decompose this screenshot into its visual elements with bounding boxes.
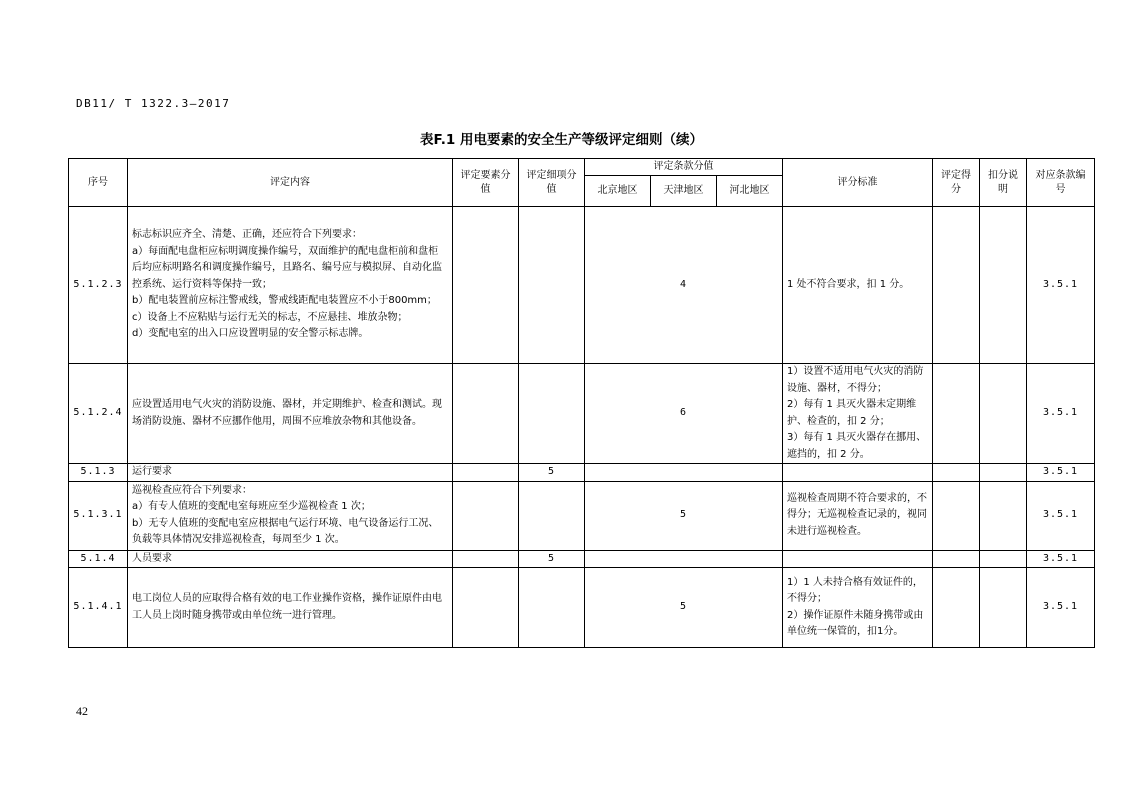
criteria-line: 1）1 人未持合格有效证件的，不得分； [787,576,923,604]
criteria-line: 2）每有 1 具灭火器未定期维护、检查的，扣 2 分； [787,399,917,427]
row-element-score [453,464,519,482]
row-deduct [980,550,1027,568]
row-clause-score [585,550,783,568]
row-clause-score: 4 [585,207,783,364]
table-body [69,207,1095,648]
row-item-score: 5 [519,550,585,568]
table-row [69,364,1095,464]
row-seq: 5.1.2.4 [69,364,128,464]
row-content [128,481,453,550]
row-criteria [783,568,933,648]
row-deduct [980,364,1027,464]
table-row [69,550,1095,568]
header-deduct: 扣分说明 [980,159,1027,207]
row-clause-score: 5 [585,481,783,550]
row-ref: 3.5.1 [1027,464,1095,482]
content-line: 标志标识应齐全、清楚、正确，还应符合下列要求： [132,229,362,241]
table-row [69,481,1095,550]
header-clause-score: 评定条款分值 [585,159,783,176]
row-element-score [453,207,519,364]
content-line: 巡视检查应符合下列要求： [132,484,252,496]
row-ref: 3.5.1 [1027,550,1095,568]
header-ref: 对应条款编号 [1027,159,1095,207]
row-seq: 5.1.4 [69,550,128,568]
row-deduct [980,207,1027,364]
criteria-line: 1 处不符合要求，扣 1 分。 [787,278,910,290]
content-line: b）配电装置前应标注警戒线，警戒线距配电装置应不小于800mm； [132,295,437,307]
row-score [933,481,980,550]
row-deduct [980,568,1027,648]
row-seq: 5.1.3 [69,464,128,482]
header-score: 评定得分 [933,159,980,207]
row-item-score [519,207,585,364]
row-ref: 3.5.1 [1027,364,1095,464]
row-clause-score: 5 [585,568,783,648]
row-clause-score [585,464,783,482]
row-content [128,364,453,464]
header-seq: 序号 [69,159,128,207]
row-item-score [519,568,585,648]
row-score [933,568,980,648]
row-seq: 5.1.3.1 [69,481,128,550]
page-number: 42 [76,704,88,718]
standard-code: DB11/ T 1322.3—2017 [76,97,231,110]
grading-table [68,158,1095,648]
content-line: 人员要求 [132,552,172,564]
criteria-line: 1）设置不适用电气火灾的消防设施、器材，不得分； [787,366,924,394]
row-content [128,207,453,364]
row-clause-score: 6 [585,364,783,464]
row-item-score [519,481,585,550]
content-line: c）设备上不应粘贴与运行无关的标志，不应悬挂、堆放杂物； [132,311,408,323]
row-ref: 3.5.1 [1027,207,1095,364]
header-beijing: 北京地区 [585,176,651,207]
row-seq: 5.1.4.1 [69,568,128,648]
row-criteria [783,464,933,482]
row-content [128,464,453,482]
content-line: a）每面配电盘柜应标明调度操作编号，双面维护的配电盘柜前和盘柜后均应标明路名和调度操作编号，且路名、编号应与模拟屏、自动化监控系统、运行资料等保持一致； [132,245,442,290]
row-seq: 5.1.2.3 [69,207,128,364]
row-item-score: 5 [519,464,585,482]
table-title: 表F.1 用电要素的安全生产等级评定细则（续） [420,132,703,148]
criteria-line: 3）每有 1 具灭火器存在挪用、遮挡的，扣 2 分。 [787,432,927,460]
content-line: b）无专人值班的变配电室应根据电气运行环境、电气设备运行工况、负载等具体情况安排巡视检查，每周至少 1 次。 [132,517,439,545]
row-element-score [453,364,519,464]
header-item-score: 评定细项分值 [519,159,585,207]
content-line: d）变配电室的出入口应设置明显的安全警示标志牌。 [132,328,369,340]
content-line: 运行要求 [132,466,172,477]
row-content [128,550,453,568]
row-criteria [783,207,933,364]
row-criteria [783,364,933,464]
row-content [128,568,453,648]
header-tianjin: 天津地区 [651,176,717,207]
table-row [69,464,1095,482]
row-score [933,364,980,464]
content-line: a）有专人值班的变配电室每班应至少巡视检查 1 次； [132,501,371,512]
row-score [933,464,980,482]
header-element-score: 评定要素分值 [453,159,519,207]
header-hebei: 河北地区 [717,176,783,207]
row-ref: 3.5.1 [1027,481,1095,550]
row-element-score [453,550,519,568]
row-criteria [783,550,933,568]
table-row [69,207,1095,364]
row-deduct [980,481,1027,550]
content-line: 应设置适用电气火灾的消防设施、器材，并定期维护、检查和测试。现场消防设施、器材不应挪作他用，周围不应堆放杂物和其他设备。 [132,399,442,427]
row-ref: 3.5.1 [1027,568,1095,648]
row-deduct [980,464,1027,482]
row-score [933,550,980,568]
row-element-score [453,568,519,648]
row-element-score [453,481,519,550]
header-content: 评定内容 [128,159,453,207]
row-item-score [519,364,585,464]
row-criteria [783,481,933,550]
row-score [933,207,980,364]
header-criteria: 评分标准 [783,159,933,207]
criteria-line: 2）操作证原件未随身携带或由单位统一保管的，扣1分。 [787,609,924,637]
criteria-line: 巡视检查周期不符合要求的，不得分；无巡视检查记录的，视同未进行巡视检查。 [787,492,927,537]
content-line: 电工岗位人员的应取得合格有效的电工作业操作资格，操作证原件由电工人员上岗时随身携带或由单位统一进行管理。 [132,593,442,621]
table-row [69,568,1095,648]
